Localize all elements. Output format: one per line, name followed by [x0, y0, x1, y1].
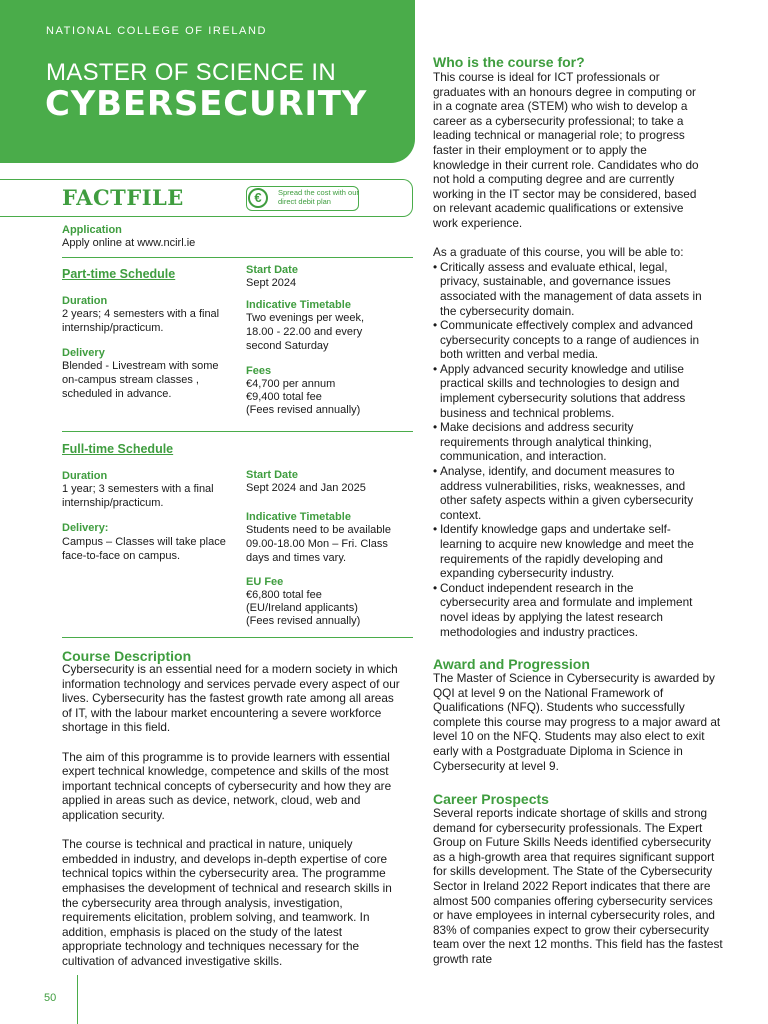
- list-item: • Communicate effectively complex and advanced cybersecurity concepts to a range of audiences in both written and verbal media.: [433, 318, 705, 362]
- part-time-heading: Part-time Schedule: [62, 267, 176, 281]
- college-name: NATIONAL COLLEGE OF IRELAND: [46, 25, 268, 37]
- pt-timetable-label: Indicative Timetable: [246, 299, 351, 311]
- list-item: • Conduct independent research in the cybersecurity area and formulate and implement novel ideas by applying the latest research methodologies and industry practices.: [433, 581, 705, 639]
- list-item: • Critically assess and evaluate ethical, legal, privacy, sustainable, and governance issues associated with the management of data assets in the cybersecurity domain.: [433, 260, 705, 318]
- paragraph: As a graduate of this course, you will be able to:: [433, 245, 684, 260]
- list-item: • Analyse, identify, and document measures to address vulnerabilities, risks, weaknesses, and other safety aspects within a given cybersecurity context.: [433, 464, 705, 522]
- course-description-body: [62, 662, 404, 968]
- application-value: Apply online at www.ncirl.ie: [62, 237, 196, 249]
- page-number: 50: [44, 992, 57, 1004]
- award-body: [433, 671, 723, 773]
- pt-fee-line: €4,700 per annum: [246, 378, 336, 390]
- pt-start-value: Sept 2024: [246, 277, 297, 289]
- pt-timetable-value: Two evenings per week, 18.00 - 22.00 and every second Saturday: [246, 312, 365, 352]
- ft-start-label: Start Date: [246, 469, 298, 481]
- paragraph: Cybersecurity is an essential need for a modern society in which information technology and services pervade every aspect of our lives. Cybersecurity has the fastest growth rate among all areas of IT, with the labour market encountering a severe workforce shortage in this field.: [62, 662, 400, 735]
- pt-fees-label: Fees: [246, 365, 272, 377]
- paragraph: Several reports indicate shortage of skills and strong demand for cybersecurity professionals. The Expert Group on Future Skills Needs identified cybersecurity as a high-growth area that requires significant support for skills development. The State of the Cybersecurity Sector in Ireland 2022 Report indicates that there are almost 500 companies offering cybersecurity services or have employees in internal cybersecurity roles, and 83% of companies expect to grow their cybersecurity team over the next 12 months. This field has the fastest growth rate: [433, 806, 723, 966]
- course-description-heading: Course Description: [62, 648, 192, 664]
- ft-delivery-label: Delivery:: [62, 522, 109, 534]
- title-line-2: CYBERSECURITY: [45, 84, 368, 124]
- ft-duration-value: 1 year; 3 semesters with a final internship/practicum.: [62, 483, 214, 509]
- who-for-heading: Who is the course for?: [433, 54, 585, 70]
- list-item: • Apply advanced security knowledge and utilise practical skills and technologies to design and implement cybersecurity solutions that address business and technical problems.: [433, 362, 705, 420]
- ft-duration-label: Duration: [62, 470, 108, 482]
- title-line-1: MASTER OF SCIENCE IN: [46, 59, 337, 86]
- who-for-body: [433, 70, 705, 639]
- paragraph: The Master of Science in Cybersecurity is awarded by QQI at level 9 on the National Framework of Qualifications (NFQ). Students who successfully complete this course may progress to a major award at level 10 on the NFQ. Students may also elect to exit early with a Postgraduate Diploma in Science in Cybersecurity at level 9.: [433, 671, 721, 773]
- paragraph: The course is technical and practical in nature, uniquely embedded in industry, and develops in-depth expertise of core technical topics within the cybersecurity area. The programme emphasises the development of technical and research skills in the cybersecurity area through analysis, investigation, requirements elicitation, problem solving, and teamwork. In addition, emphasis is placed on the study of the latest appropriate technology and techniques necessary for the cultivation of advanced investigative skills.: [62, 837, 392, 968]
- list-item: • Identify knowledge gaps and undertake self-learning to acquire new knowledge and meet the requirements of the rapidly developing and expanding cybersecurity industry.: [433, 522, 705, 580]
- pt-delivery-label: Delivery: [62, 347, 105, 359]
- divider: [62, 637, 413, 638]
- career-body: [433, 806, 723, 967]
- pt-delivery-value: Blended - Livestream with some on-campus stream classes , scheduled in advance.: [62, 360, 219, 400]
- pt-fee-line: (Fees revised annually): [246, 404, 361, 416]
- pt-start-label: Start Date: [246, 264, 298, 276]
- pt-duration-label: Duration: [62, 295, 108, 307]
- euro-icon: €: [248, 188, 268, 208]
- ft-fee-line: (Fees revised annually): [246, 615, 361, 627]
- ft-start-value: Sept 2024 and Jan 2025: [246, 482, 366, 494]
- ft-fee-line: €6,800 total fee: [246, 589, 322, 601]
- ft-fee-label: EU Fee: [246, 576, 284, 588]
- pt-fee-line: €9,400 total fee: [246, 391, 322, 403]
- factfile-title: FACTFILE: [62, 185, 184, 210]
- ft-timetable-value: Students need to be available 09.00-18.00 Mon – Fri. Class days and times vary.: [246, 524, 391, 564]
- direct-debit-text: Spread the cost with our direct debit plan: [278, 188, 359, 206]
- ft-fee-line: (EU/Ireland applicants): [246, 602, 358, 614]
- pt-duration-value: 2 years; 4 semesters with a final internship/practicum.: [62, 308, 220, 334]
- paragraph: The aim of this programme is to provide learners with essential expert technical knowledge, competence and skills of the most important technical concepts of cybersecurity and how they are applied in areas such as device, network, cloud, web and application security.: [62, 749, 392, 822]
- outcomes-list: [433, 260, 705, 639]
- application-label: Application: [62, 224, 122, 236]
- list-item: • Make decisions and address security requirements through analytical thinking, communication, and interaction.: [433, 420, 705, 464]
- ft-timetable-label: Indicative Timetable: [246, 511, 351, 523]
- page-margin-line: [77, 975, 78, 1024]
- award-heading: Award and Progression: [433, 656, 590, 672]
- divider: [62, 257, 413, 258]
- ft-delivery-value: Campus – Classes will take place face-to-face on campus.: [62, 536, 226, 562]
- career-heading: Career Prospects: [433, 791, 549, 807]
- full-time-heading: Full-time Schedule: [62, 442, 174, 456]
- divider: [62, 431, 413, 432]
- paragraph: This course is ideal for ICT professionals or graduates with an honours degree in computing or in a cognate area (STEM) who wish to develop a career as a cybersecurity professional; to take a leading technical or managerial role; to progress faster in their employment or to apply the knowledge in their current role. Candidates who do not hold a computing degree and are currently working in the IT sector may be considered, based on relevant academic qualifications or extensive work experience.: [433, 70, 699, 230]
